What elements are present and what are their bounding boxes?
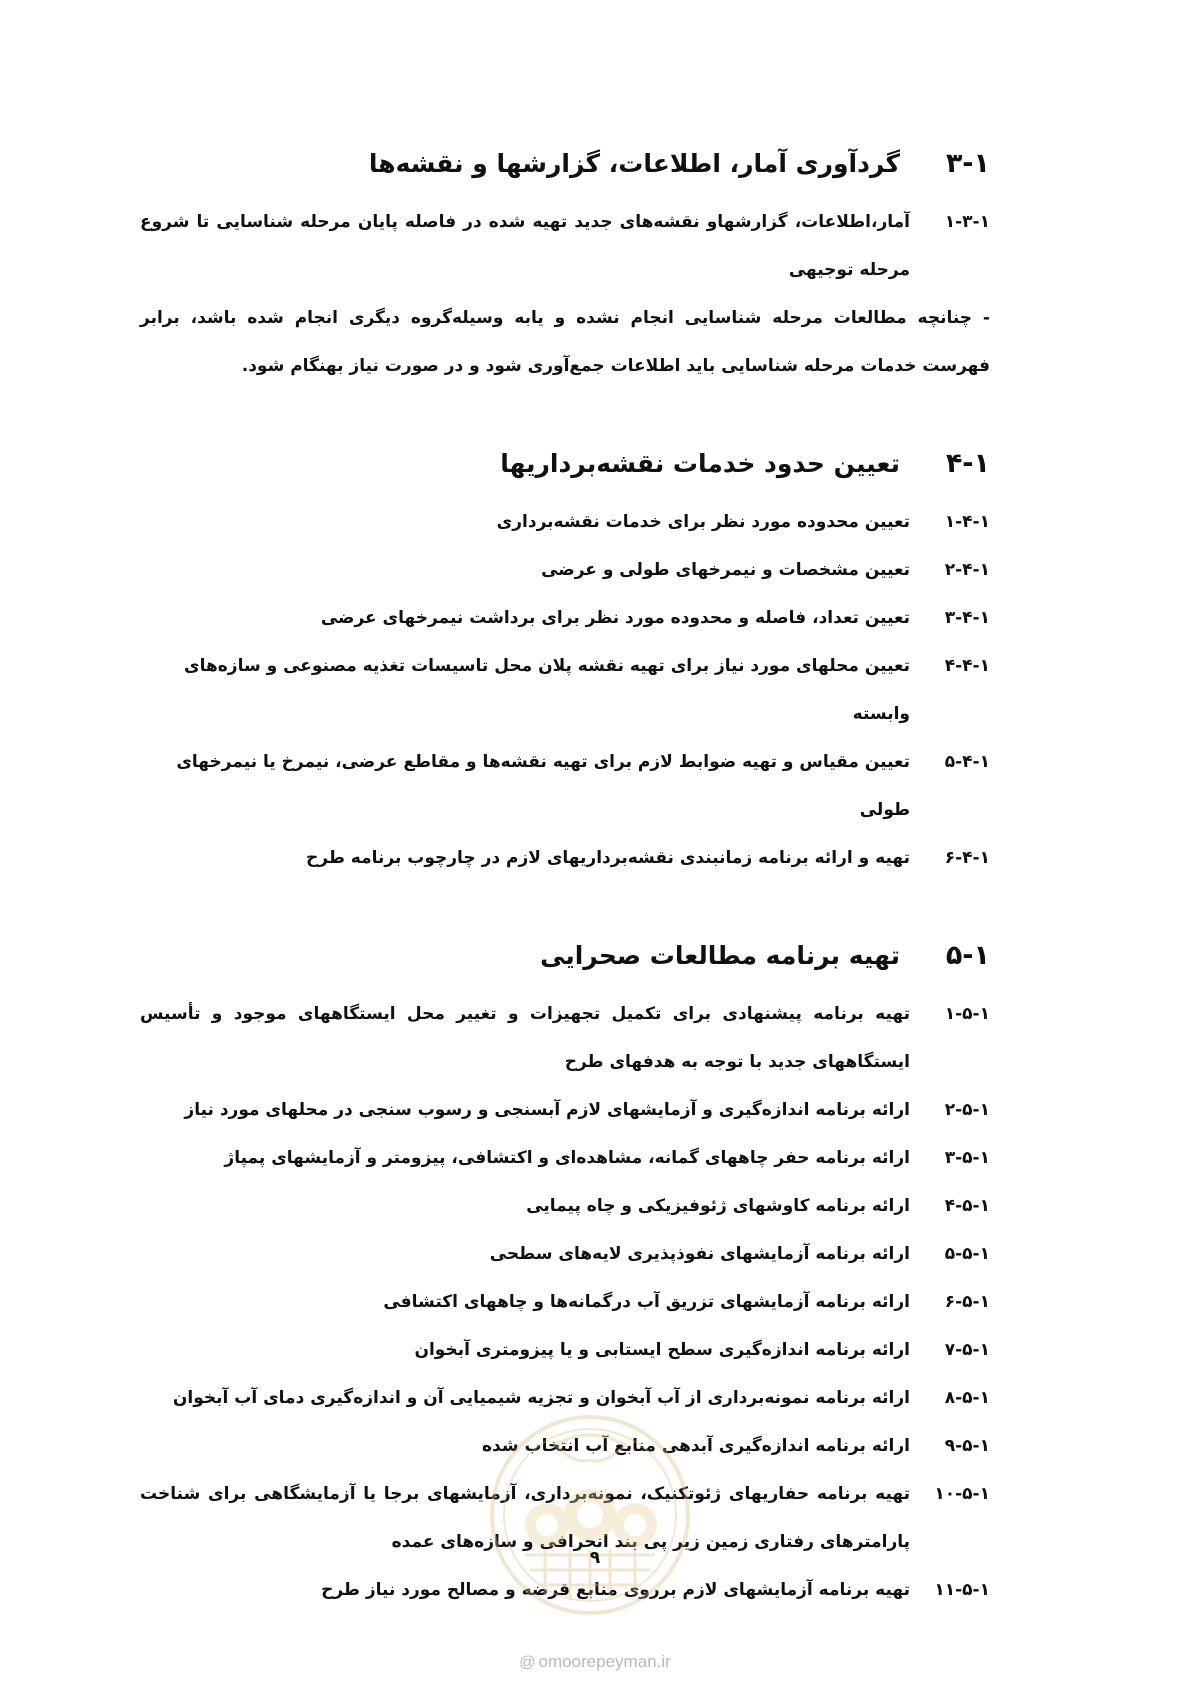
list-item bbox=[140, 1422, 990, 1470]
item-text: تعیین مشخصات و نیمرخهای طولی و عرضی bbox=[541, 560, 910, 580]
item-text: ارائه برنامه نمونه‌برداری از آب آبخوان و تجزیه شیمیایی آن و اندازه‌گیری دمای آب آبخوان bbox=[172, 1388, 910, 1408]
item-text: ارائه برنامه آزمایشهای تزریق آب درگمانه‌ها و چاههای اکتشافی bbox=[383, 1292, 910, 1312]
item-number: ۵-۴-۱ bbox=[944, 752, 990, 772]
watermark-site bbox=[0, 1652, 1190, 1672]
item-number: ۴-۴-۱ bbox=[944, 656, 990, 676]
page-content bbox=[140, 130, 990, 1654]
list-item bbox=[140, 990, 990, 1086]
list-item bbox=[140, 1326, 990, 1374]
item-text: تعیین محدوده مورد نظر برای خدمات نقشه‌برداری bbox=[496, 512, 910, 532]
item-text: تعیین محلهای مورد نیاز برای تهیه نقشه پلان محل تاسیسات تغذیه مصنوعی و سازه‌های وابسته bbox=[184, 656, 910, 724]
item-number: ۲-۴-۱ bbox=[944, 560, 990, 580]
at-icon: @ bbox=[519, 1654, 536, 1671]
item-number: ۱-۴-۱ bbox=[944, 512, 990, 532]
item-text: ارائه برنامه اندازه‌گیری سطح ایستابی و یا پیزومتری آبخوان bbox=[414, 1340, 910, 1360]
item-text: تهیه برنامه آزمایشهای لازم برروی منابع قرضه و مصالح مورد نیاز طرح bbox=[321, 1580, 910, 1600]
item-number: ۱۰-۵-۱ bbox=[934, 1484, 990, 1504]
item-text: ارائه برنامه آزمایشهای نفوذپذیری لایه‌های سطحی bbox=[489, 1244, 910, 1264]
section-heading bbox=[140, 130, 990, 198]
item-number: ۱۱-۵-۱ bbox=[934, 1580, 990, 1600]
section-4-1 bbox=[140, 430, 990, 882]
item-number: ۱-۵-۱ bbox=[944, 1004, 990, 1024]
item-number: ۴-۵-۱ bbox=[944, 1196, 990, 1216]
item-number: ۷-۵-۱ bbox=[944, 1340, 990, 1360]
item-text: تهیه و ارائه برنامه زمانبندی نقشه‌برداریهای لازم در چارچوب برنامه طرح bbox=[306, 848, 910, 868]
item-number: ۳-۵-۱ bbox=[944, 1148, 990, 1168]
item-number: ۳-۴-۱ bbox=[944, 608, 990, 628]
item-text: تهیه برنامه حفاریهای ژئوتکنیک، نمونه‌برداری، آزمایشهای برجا یا آزمایشگاهی برای شناخت پارامترهای رفتاری زمین زیر پی بند انحرافی و سازه‌های عمده bbox=[140, 1484, 910, 1552]
list-item bbox=[140, 1230, 990, 1278]
section-title: گردآوری آمار، اطلاعات، گزارشها و نقشه‌ها bbox=[368, 149, 900, 178]
list-item bbox=[140, 1566, 990, 1614]
list-item bbox=[140, 498, 990, 546]
page-number: ۹ bbox=[589, 1548, 601, 1568]
watermark-site-text: omoorepeyman.ir bbox=[538, 1652, 671, 1671]
section-heading bbox=[140, 430, 990, 498]
list-item bbox=[140, 546, 990, 594]
list-item bbox=[140, 834, 990, 882]
item-number: ۶-۵-۱ bbox=[944, 1292, 990, 1312]
section-number: ۳-۱ bbox=[945, 148, 990, 179]
section-note: - چنانچه مطالعات مرحله شناسایی انجام نشده و یابه وسیله‌گروه دیگری انجام شده باشد، برابر فهرست خدمات مرحله شناسایی باید اطلاعات جمع‌آوری شود و در صورت نیاز بهنگام شود. bbox=[140, 308, 990, 376]
item-text: آمار،اطلاعات، گزارشهاو نقشه‌های جدید تهیه شده در فاصله پایان مرحله شناسایی تا شروع مرحله توجیهی bbox=[140, 212, 910, 280]
item-number: ۸-۵-۱ bbox=[944, 1388, 990, 1408]
list-item bbox=[140, 738, 990, 834]
item-text: تعیین تعداد، فاصله و محدوده مورد نظر برای برداشت نیمرخهای عرضی bbox=[320, 608, 910, 628]
item-number: ۱-۳-۱ bbox=[944, 212, 990, 232]
item-number: ۹-۵-۱ bbox=[944, 1436, 990, 1456]
list-item bbox=[140, 1134, 990, 1182]
list-item bbox=[140, 1374, 990, 1422]
list-item bbox=[140, 1182, 990, 1230]
section-title: تهیه برنامه مطالعات صحرایی bbox=[540, 941, 900, 970]
section-number: ۵-۱ bbox=[945, 940, 990, 971]
list-item bbox=[140, 594, 990, 642]
section-5-1 bbox=[140, 922, 990, 1614]
item-text: تعیین مقیاس و تهیه ضوابط لازم برای تهیه نقشه‌ها و مقاطع عرضی، نیمرخ یا نیمرخهای طولی bbox=[176, 752, 910, 820]
item-text: ارائه برنامه اندازه‌گیری و آزمایشهای لازم آبسنجی و رسوب سنجی در محلهای مورد نیاز bbox=[184, 1100, 910, 1120]
item-number: ۲-۵-۱ bbox=[944, 1100, 990, 1120]
section-heading bbox=[140, 922, 990, 990]
list-item bbox=[140, 198, 990, 294]
section-3-1 bbox=[140, 130, 990, 390]
section-title: تعیین حدود خدمات نقشه‌برداریها bbox=[500, 449, 900, 478]
item-text: ارائه برنامه اندازه‌گیری آبدهی منابع آب انتخاب شده bbox=[482, 1436, 910, 1456]
item-number: ۶-۴-۱ bbox=[944, 848, 990, 868]
item-text: تهیه برنامه پیشنهادی برای تکمیل تجهیزات و تغییر محل ایستگاههای موجود و تأسیس ایستگاههای جدید با توجه به هدفهای طرح bbox=[140, 1004, 910, 1072]
list-item bbox=[140, 1086, 990, 1134]
item-text: ارائه برنامه حفر چاههای گمانه، مشاهده‌ای و اکتشافی، پیزومتر و آزمایشهای پمپاژ bbox=[224, 1148, 910, 1168]
section-number: ۴-۱ bbox=[945, 448, 990, 479]
list-item bbox=[140, 1278, 990, 1326]
item-number: ۵-۵-۱ bbox=[944, 1244, 990, 1264]
list-item bbox=[140, 642, 990, 738]
item-text: ارائه برنامه کاوشهای ژئوفیزیکی و چاه پیمایی bbox=[526, 1196, 910, 1216]
